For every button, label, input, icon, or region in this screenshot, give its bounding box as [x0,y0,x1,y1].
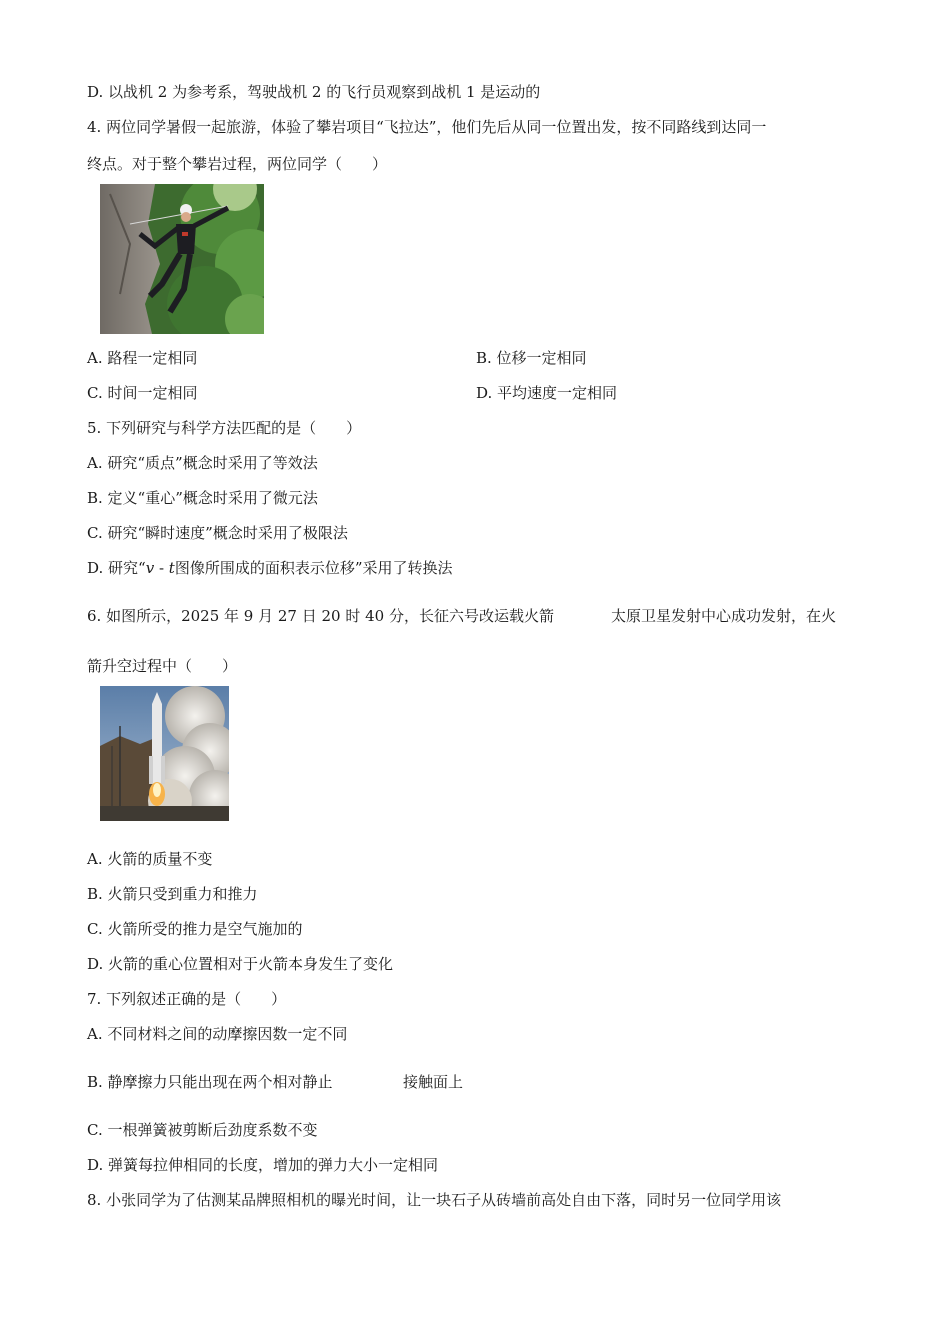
q6-option-a: A. 火箭的质量不变 [87,850,213,868]
q7-option-b-part-2: 接触面上 [403,1073,464,1091]
rocket-launch-graphic [100,686,229,821]
q7-option-b-part-1: B. 静摩擦力只能出现在两个相对静止 [87,1073,333,1091]
q7-option-d: D. 弹簧每拉伸相同的长度，增加的弹力大小一定相同 [87,1156,439,1174]
q6-option-c: C. 火箭所受的推力是空气施加的 [87,920,303,938]
q5-option-a: A. 研究“质点”概念时采用了等效法 [87,454,318,472]
q6-option-b: B. 火箭只受到重力和推力 [87,885,258,903]
q6-option-d: D. 火箭的重心位置相对于火箭本身发生了变化 [87,955,394,973]
q5-option-d-var-t: t [168,559,175,577]
q3-option-d: D. 以战机 2 为参考系，驾驶战机 2 的飞行员观察到战机 1 是运动的 [87,83,541,101]
q4-option-c: C. 时间一定相同 [87,384,198,402]
q5-option-d [87,558,453,578]
q6-stem-line-2: 箭升空过程中（ ） [87,657,238,675]
q5-option-d-dash: - [154,559,169,577]
climbing-photo [100,184,264,334]
q6-stem-line-1b: 太原卫星发射中心成功发射，在火 [611,607,837,625]
q4-option-a: A. 路程一定相同 [87,349,198,367]
q4-option-d: D. 平均速度一定相同 [476,384,618,402]
rocket-launch-photo [100,686,229,821]
q5-option-c: C. 研究“瞬时速度”概念时采用了极限法 [87,524,348,542]
q5-option-d-var-v: v [145,559,155,577]
q5-stem: 5. 下列研究与科学方法匹配的是（ ） [87,419,362,437]
q4-option-b: B. 位移一定相同 [476,349,587,367]
q5-option-d-suffix: 图像所围成的面积表示位移”采用了转换法 [174,559,453,577]
q8-stem-line-1: 8. 小张同学为了估测某品牌照相机的曝光时间，让一块石子从砖墙前高处自由下落，同时另一位同学用该 [87,1191,782,1209]
q7-option-a: A. 不同材料之间的动摩擦因数一定不同 [87,1025,348,1043]
q7-option-c: C. 一根弹簧被剪断后劲度系数不变 [87,1121,318,1139]
q4-stem-line-2: 终点。对于整个攀岩过程，两位同学（ ） [87,155,388,173]
q4-stem-line-1: 4. 两位同学暑假一起旅游，体验了攀岩项目“飞拉达”，他们先后从同一位置出发，按不同路线到达同一 [87,118,767,136]
climbing-photo-graphic [100,184,264,334]
q5-option-b: B. 定义“重心”概念时采用了微元法 [87,489,318,507]
q7-stem: 7. 下列叙述正确的是（ ） [87,990,287,1008]
q6-stem-line-1a: 6. 如图所示，2025 年 9 月 27 日 20 时 40 分，长征六号改运载火箭 [87,607,554,625]
q5-option-d-prefix: D. 研究“ [87,559,146,577]
